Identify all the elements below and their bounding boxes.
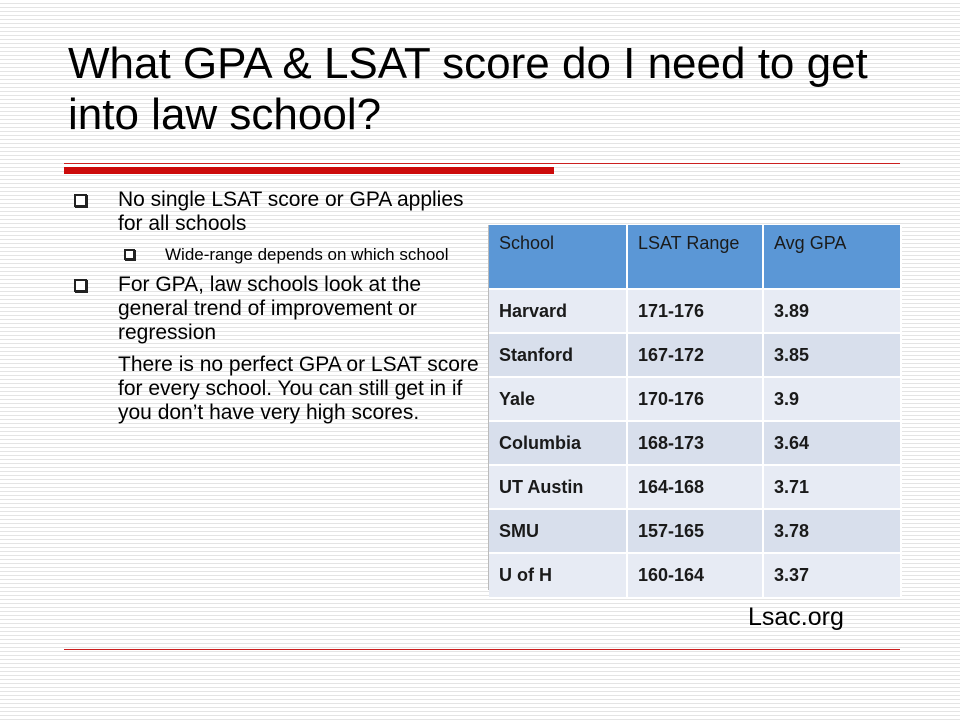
table-row: [489, 465, 901, 509]
table-row: [489, 421, 901, 465]
source-caption: Lsac.org: [748, 603, 844, 631]
cell-school: Yale: [489, 377, 627, 421]
cell-avg-gpa: 3.85: [763, 333, 901, 377]
table-row: [489, 553, 901, 597]
cell-lsat-range: 168-173: [627, 421, 763, 465]
cell-school: SMU: [489, 509, 627, 553]
sub-bullet-item: [70, 244, 480, 265]
bullet-list: [70, 188, 480, 425]
checkbox-bullet-icon: [124, 249, 135, 260]
column-header-school: School: [489, 225, 627, 289]
table-row: [489, 377, 901, 421]
cell-avg-gpa: 3.71: [763, 465, 901, 509]
cell-avg-gpa: 3.9: [763, 377, 901, 421]
cell-lsat-range: 157-165: [627, 509, 763, 553]
cell-avg-gpa: 3.78: [763, 509, 901, 553]
cell-school: Columbia: [489, 421, 627, 465]
cell-school: UT Austin: [489, 465, 627, 509]
cell-lsat-range: 167-172: [627, 333, 763, 377]
table-header-row: [489, 225, 901, 289]
school-scores-table: [488, 225, 901, 590]
cell-lsat-range: 164-168: [627, 465, 763, 509]
cell-school: U of H: [489, 553, 627, 597]
paragraph-text: There is no perfect GPA or LSAT score for every school. You can still get in if you don’t have very high scores.: [118, 353, 479, 424]
table-row: [489, 509, 901, 553]
cell-avg-gpa: 3.64: [763, 421, 901, 465]
cell-avg-gpa: 3.89: [763, 289, 901, 333]
bullet-item: [70, 188, 480, 236]
footer-divider: [64, 649, 900, 650]
checkbox-bullet-icon: [74, 279, 87, 292]
checkbox-bullet-icon: [74, 194, 87, 207]
cell-lsat-range: 160-164: [627, 553, 763, 597]
cell-lsat-range: 170-176: [627, 377, 763, 421]
bullet-text: No single LSAT score or GPA applies for all schools: [118, 188, 464, 235]
cell-avg-gpa: 3.37: [763, 553, 901, 597]
cell-school: Harvard: [489, 289, 627, 333]
slide-title: What GPA & LSAT score do I need to get into law school?: [68, 39, 868, 139]
bullet-text: For GPA, law schools look at the general trend of improvement or regression: [118, 273, 422, 344]
bullet-item: [70, 273, 480, 345]
data-table: [489, 225, 902, 597]
table-row: [489, 289, 901, 333]
title-accent-bar: [64, 167, 554, 174]
column-header-avg-gpa: Avg GPA: [763, 225, 901, 289]
column-header-lsat-range: LSAT Range: [627, 225, 763, 289]
table-row: [489, 333, 901, 377]
cell-school: Stanford: [489, 333, 627, 377]
title-divider-top: [64, 163, 900, 164]
cell-lsat-range: 171-176: [627, 289, 763, 333]
sub-bullet-text: Wide-range depends on which school: [165, 245, 449, 264]
